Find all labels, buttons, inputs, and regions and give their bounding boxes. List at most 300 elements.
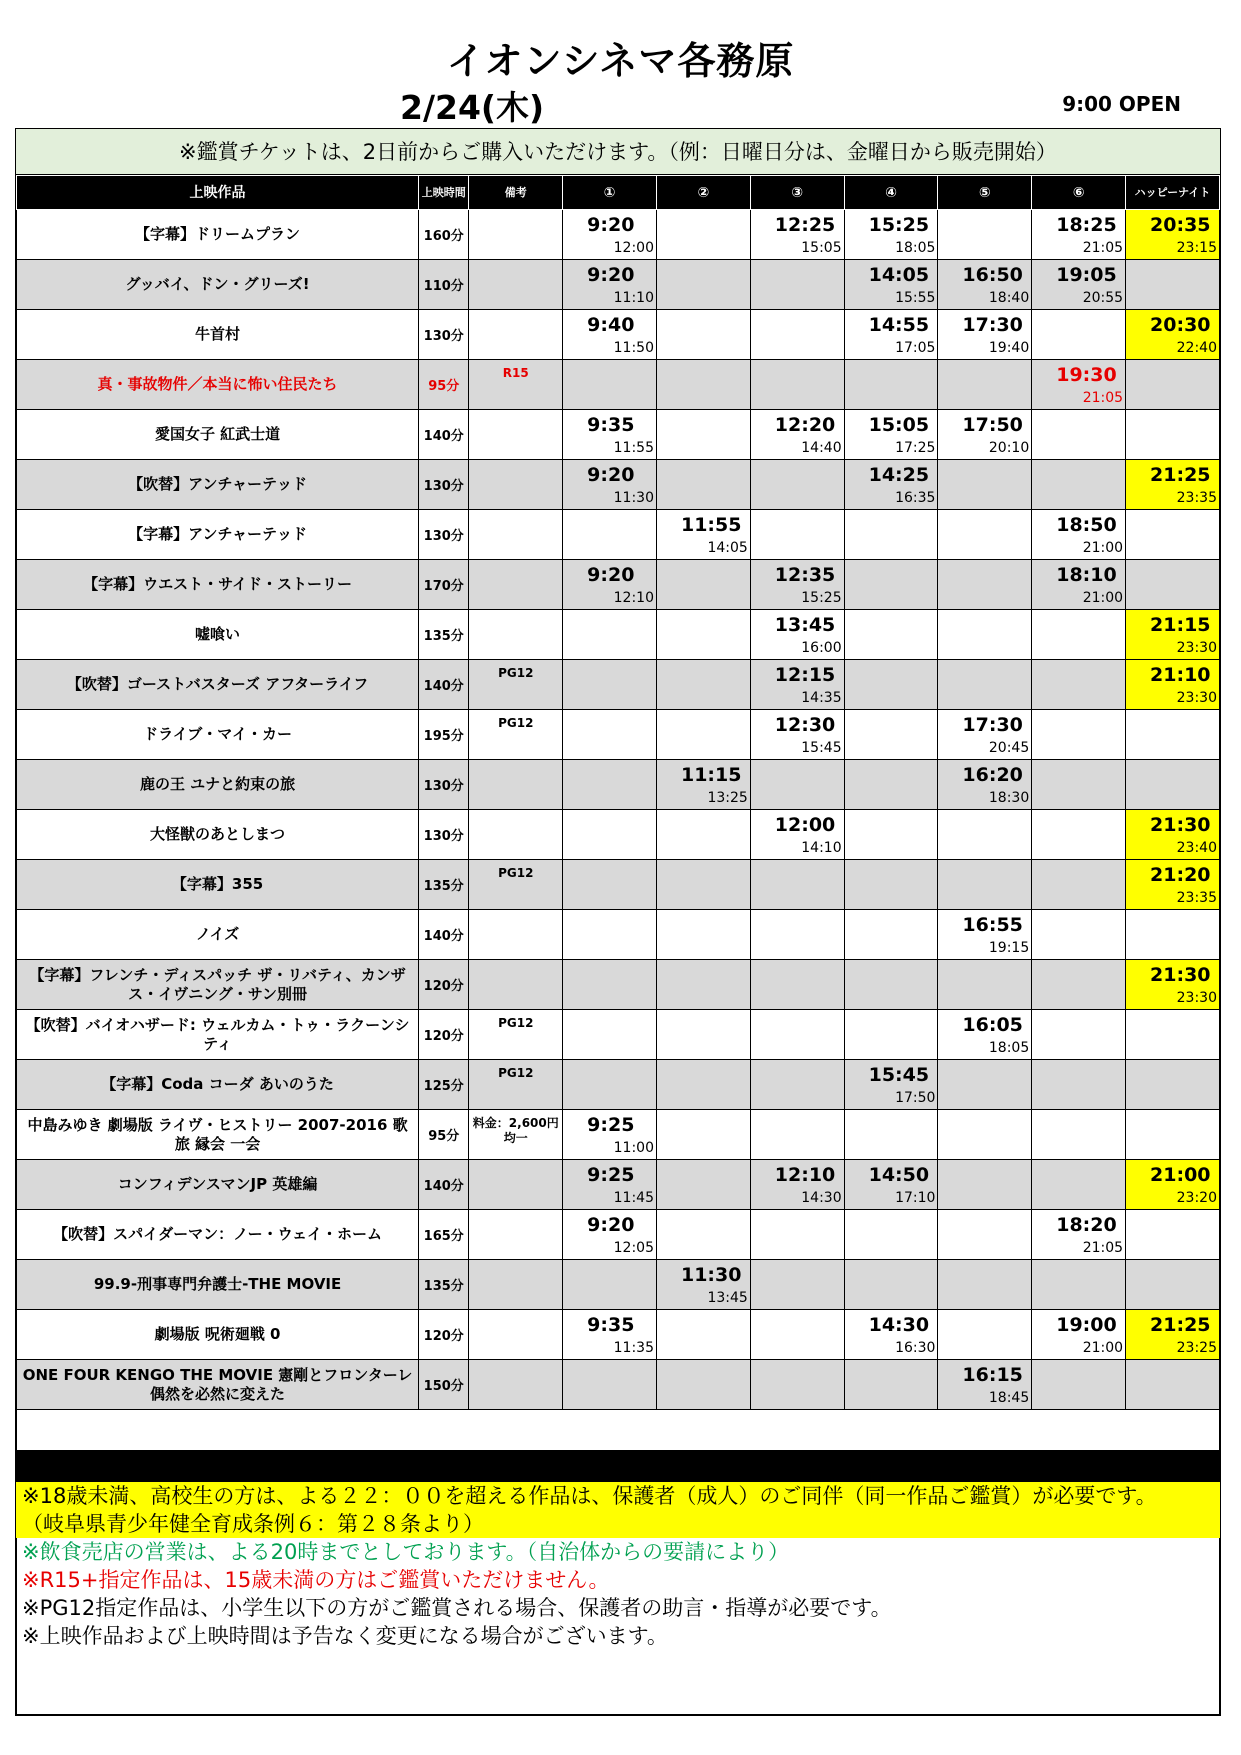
- showtime-cell-screen-6: [1032, 510, 1126, 560]
- showtime-cell-screen-6: [1032, 910, 1126, 960]
- showtime-cell-screen-1: [563, 610, 657, 660]
- showtime-cell-screen-1: [563, 1310, 657, 1360]
- showtime-cell-screen-3: [750, 860, 844, 910]
- end-time: 14:30: [801, 1190, 842, 1206]
- showtime-cell-screen-3: [750, 1010, 844, 1060]
- table-row: [17, 1010, 1220, 1060]
- start-time: 15:05: [868, 414, 930, 436]
- movie-note: [469, 560, 563, 610]
- showtime-cell-screen-1: [563, 910, 657, 960]
- showtime-cell-screen-3: [750, 1110, 844, 1160]
- start-time: 9:35: [587, 414, 635, 436]
- movie-note: [469, 960, 563, 1010]
- showtime-cell-screen-4: [844, 660, 938, 710]
- table-row: [17, 1060, 1220, 1110]
- table-header-row: [17, 176, 1220, 210]
- table-row: [17, 660, 1220, 710]
- showtime-cell-screen-3: [750, 810, 844, 860]
- start-time: 14:05: [868, 264, 930, 286]
- showtime-cell-screen-1: [563, 210, 657, 260]
- footer-notes: [16, 1482, 1220, 1650]
- movie-duration: 140分: [419, 1160, 469, 1210]
- header-screen-1: ①: [563, 176, 657, 210]
- showtime-cell-screen-3: [750, 910, 844, 960]
- end-time: 16:35: [895, 490, 936, 506]
- start-time: 16:15: [962, 1364, 1023, 1386]
- showtime-cell-screen-4: [844, 910, 938, 960]
- showtime-cell-screen-4: [844, 1060, 938, 1110]
- end-time: 23:40: [1176, 840, 1217, 856]
- showtime-cell-screen-3: [750, 410, 844, 460]
- movie-note: [469, 260, 563, 310]
- showtime-cell-screen-2: [656, 1310, 750, 1360]
- start-time: 11:30: [680, 1264, 742, 1286]
- movie-title: 【吹替】バイオハザード: ウェルカム・トゥ・ラクーンシティ: [17, 1010, 419, 1060]
- showtime-cell-screen-6: [1032, 610, 1126, 660]
- showtime-cell-screen-6: [1032, 1110, 1126, 1160]
- start-time: 12:30: [774, 714, 836, 736]
- header-screen-4: ④: [844, 176, 938, 210]
- showtime-cell-screen-4: [844, 1360, 938, 1410]
- movie-duration: 95分: [419, 360, 469, 410]
- movie-note: PG12: [469, 860, 563, 910]
- start-time: 21:25: [1150, 1314, 1211, 1336]
- showtime-cell-screen-1: [563, 360, 657, 410]
- start-time: 18:50: [1056, 514, 1117, 536]
- movie-note: [469, 610, 563, 660]
- happy-night-cell: [1126, 1010, 1220, 1060]
- happy-night-cell: [1126, 560, 1220, 610]
- movie-note: [469, 410, 563, 460]
- showtime-cell-screen-5: [938, 960, 1032, 1010]
- movie-duration: 130分: [419, 460, 469, 510]
- start-time: 15:25: [868, 214, 930, 236]
- movie-duration: 165分: [419, 1210, 469, 1260]
- start-time: 9:20: [587, 464, 635, 486]
- table-row: [17, 610, 1220, 660]
- start-time: 21:30: [1150, 964, 1211, 986]
- table-row: [17, 560, 1220, 610]
- showtime-cell-screen-2: [656, 460, 750, 510]
- happy-night-cell: [1126, 660, 1220, 710]
- movie-duration: 135分: [419, 610, 469, 660]
- movie-title: グッバイ、ドン・グリーズ!: [17, 260, 419, 310]
- happy-night-cell: [1126, 210, 1220, 260]
- movie-duration: 130分: [419, 510, 469, 560]
- movie-note: [469, 1360, 563, 1410]
- footer-concession: ※飲食売店の営業は、よる20時までとしております。（自治体からの要請により）: [22, 1540, 790, 1564]
- showtime-cell-screen-3: [750, 1160, 844, 1210]
- showtime-cell-screen-5: [938, 710, 1032, 760]
- happy-night-cell: [1126, 360, 1220, 410]
- showtime-cell-screen-6: [1032, 710, 1126, 760]
- showtime-cell-screen-1: [563, 460, 657, 510]
- end-time: 23:30: [1176, 990, 1217, 1006]
- footer-pg12: ※PG12指定作品は、小学生以下の方がご鑑賞される場合、保護者の助言・指導が必要です。: [22, 1596, 892, 1620]
- start-time: 15:45: [868, 1064, 930, 1086]
- table-row: [17, 360, 1220, 410]
- showtime-cell-screen-2: [656, 1110, 750, 1160]
- start-time: 21:30: [1150, 814, 1211, 836]
- table-row: [17, 410, 1220, 460]
- start-time: 14:50: [868, 1164, 930, 1186]
- movie-duration: 160分: [419, 210, 469, 260]
- showtime-cell-screen-3: [750, 210, 844, 260]
- showtime-cell-screen-3: [750, 610, 844, 660]
- footer-ordinance: （岐阜県青少年健全育成条例６：第２８条より）: [16, 1510, 1220, 1538]
- start-time: 21:00: [1150, 1164, 1211, 1186]
- header-title: 上映作品: [17, 176, 419, 210]
- movie-note: [469, 210, 563, 260]
- start-time: 14:30: [868, 1314, 930, 1336]
- movie-duration: 130分: [419, 760, 469, 810]
- start-time: 11:55: [680, 514, 742, 536]
- showtime-cell-screen-2: [656, 1010, 750, 1060]
- showtime-cell-screen-3: [750, 1360, 844, 1410]
- showtime-cell-screen-2: [656, 660, 750, 710]
- showtime-cell-screen-3: [750, 660, 844, 710]
- showtime-cell-screen-1: [563, 1160, 657, 1210]
- start-time: 16:55: [962, 914, 1023, 936]
- start-time: 21:15: [1150, 614, 1211, 636]
- happy-night-cell: [1126, 1360, 1220, 1410]
- showtime-cell-screen-6: [1032, 310, 1126, 360]
- end-time: 20:45: [988, 740, 1030, 756]
- end-time: 11:45: [613, 1190, 654, 1206]
- movie-note: [469, 1260, 563, 1310]
- table-row: [17, 260, 1220, 310]
- showtime-cell-screen-2: [656, 310, 750, 360]
- end-time: 23:30: [1176, 640, 1217, 656]
- showtime-cell-screen-3: [750, 360, 844, 410]
- happy-night-cell: [1126, 760, 1220, 810]
- start-time: 21:25: [1150, 464, 1211, 486]
- showtime-cell-screen-4: [844, 1110, 938, 1160]
- showtime-cell-screen-5: [938, 310, 1032, 360]
- showtime-cell-screen-6: [1032, 460, 1126, 510]
- showtime-cell-screen-1: [563, 660, 657, 710]
- end-time: 14:05: [707, 540, 748, 556]
- showtime-cell-screen-5: [938, 260, 1032, 310]
- movie-note: [469, 1160, 563, 1210]
- movie-duration: 135分: [419, 1260, 469, 1310]
- end-time: 16:30: [895, 1340, 936, 1356]
- movie-duration: 135分: [419, 860, 469, 910]
- table-row: [17, 1310, 1220, 1360]
- movie-duration: 140分: [419, 910, 469, 960]
- end-time: 21:00: [1082, 540, 1124, 556]
- end-time: 14:40: [801, 440, 842, 456]
- start-time: 9:20: [587, 1214, 635, 1236]
- showtime-cell-screen-3: [750, 1310, 844, 1360]
- showtime-cell-screen-6: [1032, 760, 1126, 810]
- end-time: 15:45: [801, 740, 842, 756]
- movie-title: 牛首村: [17, 310, 419, 360]
- showtime-cell-screen-6: [1032, 1210, 1126, 1260]
- showtime-cell-screen-2: [656, 960, 750, 1010]
- end-time: 21:05: [1082, 240, 1124, 256]
- movie-title: ドライブ・マイ・カー: [17, 710, 419, 760]
- start-time: 16:20: [962, 764, 1023, 786]
- movie-title: 【字幕】アンチャーテッド: [17, 510, 419, 560]
- end-time: 18:05: [895, 240, 936, 256]
- showtime-cell-screen-6: [1032, 1360, 1126, 1410]
- showtime-cell-screen-1: [563, 1360, 657, 1410]
- movie-duration: 125分: [419, 1060, 469, 1110]
- movie-title: 【字幕】ウエスト・サイド・ストーリー: [17, 560, 419, 610]
- table-row: [17, 1110, 1220, 1160]
- showtime-cell-screen-3: [750, 710, 844, 760]
- happy-night-cell: [1126, 1310, 1220, 1360]
- showtime-cell-screen-5: [938, 810, 1032, 860]
- divider-bar: [16, 1450, 1220, 1482]
- start-time: 18:25: [1056, 214, 1117, 236]
- movie-title: 嘘喰い: [17, 610, 419, 660]
- showtime-cell-screen-4: [844, 810, 938, 860]
- end-time: 18:40: [988, 290, 1030, 306]
- showtime-cell-screen-5: [938, 1010, 1032, 1060]
- table-row: [17, 510, 1220, 560]
- start-time: 16:05: [962, 1014, 1023, 1036]
- showtime-cell-screen-5: [938, 610, 1032, 660]
- end-time: 17:10: [895, 1190, 936, 1206]
- start-time: 11:15: [680, 764, 742, 786]
- end-time: 15:55: [895, 290, 936, 306]
- movie-note: 料金：2,600円均一: [469, 1110, 563, 1160]
- end-time: 11:00: [613, 1140, 654, 1156]
- header-screen-6: ⑥: [1032, 176, 1126, 210]
- movie-note: PG12: [469, 660, 563, 710]
- end-time: 16:00: [801, 640, 842, 656]
- start-time: 13:45: [774, 614, 836, 636]
- movie-note: [469, 910, 563, 960]
- showtime-cell-screen-2: [656, 360, 750, 410]
- happy-night-cell: [1126, 310, 1220, 360]
- end-time: 14:35: [801, 690, 842, 706]
- header-happy-night: ハッピーナイト: [1126, 176, 1220, 210]
- end-time: 23:35: [1176, 890, 1217, 906]
- end-time: 21:00: [1082, 1340, 1124, 1356]
- showtime-cell-screen-1: [563, 1060, 657, 1110]
- table-row: [17, 1360, 1220, 1410]
- showtime-cell-screen-5: [938, 1060, 1032, 1110]
- showtime-cell-screen-1: [563, 260, 657, 310]
- start-time: 14:55: [868, 314, 930, 336]
- movie-note: R15: [469, 360, 563, 410]
- showtime-cell-screen-6: [1032, 210, 1126, 260]
- showtime-cell-screen-4: [844, 460, 938, 510]
- showtime-cell-screen-2: [656, 560, 750, 610]
- movie-duration: 120分: [419, 1010, 469, 1060]
- showtime-cell-screen-1: [563, 960, 657, 1010]
- showtime-cell-screen-6: [1032, 660, 1126, 710]
- header-screen-2: ②: [656, 176, 750, 210]
- start-time: 9:20: [587, 214, 635, 236]
- showtime-cell-screen-5: [938, 510, 1032, 560]
- movie-duration: 120分: [419, 960, 469, 1010]
- happy-night-cell: [1126, 610, 1220, 660]
- showtime-cell-screen-2: [656, 1260, 750, 1310]
- happy-night-cell: [1126, 1260, 1220, 1310]
- showtime-cell-screen-2: [656, 760, 750, 810]
- table-row: [17, 710, 1220, 760]
- showtime-cell-screen-6: [1032, 1060, 1126, 1110]
- movie-note: [469, 1210, 563, 1260]
- end-time: 17:50: [895, 1090, 936, 1106]
- end-time: 23:20: [1176, 1190, 1217, 1206]
- movie-note: [469, 460, 563, 510]
- end-time: 23:30: [1176, 690, 1217, 706]
- movie-title: 【字幕】355: [17, 860, 419, 910]
- happy-night-cell: [1126, 410, 1220, 460]
- start-time: 17:30: [962, 314, 1023, 336]
- start-time: 9:20: [587, 264, 635, 286]
- happy-night-cell: [1126, 1110, 1220, 1160]
- end-time: 15:25: [801, 590, 842, 606]
- start-time: 9:20: [587, 564, 635, 586]
- end-time: 21:00: [1082, 590, 1124, 606]
- showtime-cell-screen-5: [938, 360, 1032, 410]
- showtime-cell-screen-1: [563, 1210, 657, 1260]
- end-time: 11:55: [613, 440, 654, 456]
- showtime-cell-screen-5: [938, 1110, 1032, 1160]
- showtime-cell-screen-3: [750, 760, 844, 810]
- showtime-cell-screen-1: [563, 410, 657, 460]
- end-time: 18:30: [988, 790, 1030, 806]
- movie-title: 【吹替】アンチャーテッド: [17, 460, 419, 510]
- showtime-cell-screen-4: [844, 960, 938, 1010]
- movie-note: [469, 760, 563, 810]
- end-time: 11:50: [613, 340, 654, 356]
- showtime-cell-screen-4: [844, 860, 938, 910]
- movie-title: 鹿の王 ユナと約束の旅: [17, 760, 419, 810]
- happy-night-cell: [1126, 910, 1220, 960]
- movie-duration: 140分: [419, 410, 469, 460]
- end-time: 21:05: [1082, 390, 1124, 406]
- end-time: 11:35: [613, 1340, 654, 1356]
- showtime-cell-screen-5: [938, 410, 1032, 460]
- showtime-cell-screen-1: [563, 760, 657, 810]
- happy-night-cell: [1126, 710, 1220, 760]
- start-time: 21:10: [1150, 664, 1211, 686]
- showtime-cell-screen-3: [750, 260, 844, 310]
- start-time: 12:10: [774, 1164, 836, 1186]
- end-time: 11:10: [613, 290, 654, 306]
- movie-title: 【吹替】ゴーストバスターズ アフターライフ: [17, 660, 419, 710]
- footer-r15: ※R15+指定作品は、15歳未満の方はご鑑賞いただけません。: [22, 1568, 610, 1592]
- showtime-cell-screen-2: [656, 410, 750, 460]
- movie-title: 劇場版 呪術廻戦 0: [17, 1310, 419, 1360]
- movie-duration: 95分: [419, 1110, 469, 1160]
- end-time: 13:25: [707, 790, 748, 806]
- movie-duration: 130分: [419, 310, 469, 360]
- end-time: 20:10: [988, 440, 1030, 456]
- end-time: 12:00: [613, 240, 654, 256]
- movie-title: 真・事故物件／本当に怖い住民たち: [17, 360, 419, 410]
- showtime-cell-screen-4: [844, 1160, 938, 1210]
- start-time: 18:10: [1056, 564, 1117, 586]
- footer-change: ※上映作品および上映時間は予告なく変更になる場合がございます。: [22, 1624, 668, 1648]
- start-time: 19:05: [1056, 264, 1117, 286]
- showtime-cell-screen-3: [750, 1260, 844, 1310]
- table-row: [17, 810, 1220, 860]
- movie-note: PG12: [469, 1060, 563, 1110]
- end-time: 19:15: [988, 940, 1030, 956]
- happy-night-cell: [1126, 860, 1220, 910]
- happy-night-cell: [1126, 1160, 1220, 1210]
- showtime-cell-screen-6: [1032, 860, 1126, 910]
- end-time: 23:35: [1176, 490, 1217, 506]
- showtime-cell-screen-2: [656, 1060, 750, 1110]
- showtime-cell-screen-6: [1032, 560, 1126, 610]
- showtime-cell-screen-3: [750, 560, 844, 610]
- movie-title: 【字幕】Coda コーダ あいのうた: [17, 1060, 419, 1110]
- start-time: 9:35: [587, 1314, 635, 1336]
- table-row: [17, 1160, 1220, 1210]
- happy-night-cell: [1126, 960, 1220, 1010]
- showtime-cell-screen-3: [750, 1060, 844, 1110]
- showtime-table: [16, 175, 1220, 1410]
- movie-title: 愛国女子 紅武士道: [17, 410, 419, 460]
- table-row: [17, 760, 1220, 810]
- showtime-cell-screen-5: [938, 1360, 1032, 1410]
- showtime-cell-screen-6: [1032, 260, 1126, 310]
- showtime-cell-screen-1: [563, 1260, 657, 1310]
- showtime-cell-screen-3: [750, 1210, 844, 1260]
- showtime-cell-screen-6: [1032, 1010, 1126, 1060]
- movie-note: [469, 510, 563, 560]
- showtime-cell-screen-2: [656, 260, 750, 310]
- end-time: 14:10: [801, 840, 842, 856]
- showtime-cell-screen-5: [938, 1160, 1032, 1210]
- movie-note: [469, 810, 563, 860]
- showtime-cell-screen-4: [844, 260, 938, 310]
- showtime-cell-screen-6: [1032, 360, 1126, 410]
- table-row: [17, 910, 1220, 960]
- showtime-cell-screen-5: [938, 660, 1032, 710]
- start-time: 19:00: [1056, 1314, 1117, 1336]
- end-time: 13:45: [707, 1290, 748, 1306]
- end-time: 12:05: [613, 1240, 654, 1256]
- start-time: 12:20: [774, 414, 836, 436]
- table-row: [17, 960, 1220, 1010]
- showtime-cell-screen-2: [656, 1210, 750, 1260]
- end-time: 18:05: [988, 1040, 1030, 1056]
- movie-title: 大怪獣のあとしまつ: [17, 810, 419, 860]
- showtime-cell-screen-1: [563, 310, 657, 360]
- header-screen-5: ⑤: [938, 176, 1032, 210]
- showtime-cell-screen-5: [938, 560, 1032, 610]
- showtime-cell-screen-6: [1032, 1160, 1126, 1210]
- table-row: [17, 210, 1220, 260]
- movie-title: 99.9-刑事専門弁護士-THE MOVIE: [17, 1260, 419, 1310]
- showtime-cell-screen-4: [844, 1210, 938, 1260]
- showtime-cell-screen-2: [656, 910, 750, 960]
- showtime-cell-screen-2: [656, 810, 750, 860]
- showtime-cell-screen-1: [563, 560, 657, 610]
- showtime-cell-screen-5: [938, 460, 1032, 510]
- end-time: 23:25: [1176, 1340, 1217, 1356]
- movie-title: 【吹替】スパイダーマン：ノー・ウェイ・ホーム: [17, 1210, 419, 1260]
- showtime-cell-screen-6: [1032, 410, 1126, 460]
- showtime-cell-screen-5: [938, 1210, 1032, 1260]
- showtime-cell-screen-6: [1032, 1310, 1126, 1360]
- happy-night-cell: [1126, 810, 1220, 860]
- showtime-cell-screen-2: [656, 1360, 750, 1410]
- showtime-cell-screen-4: [844, 1010, 938, 1060]
- end-time: 11:30: [613, 490, 654, 506]
- end-time: 23:15: [1176, 240, 1217, 256]
